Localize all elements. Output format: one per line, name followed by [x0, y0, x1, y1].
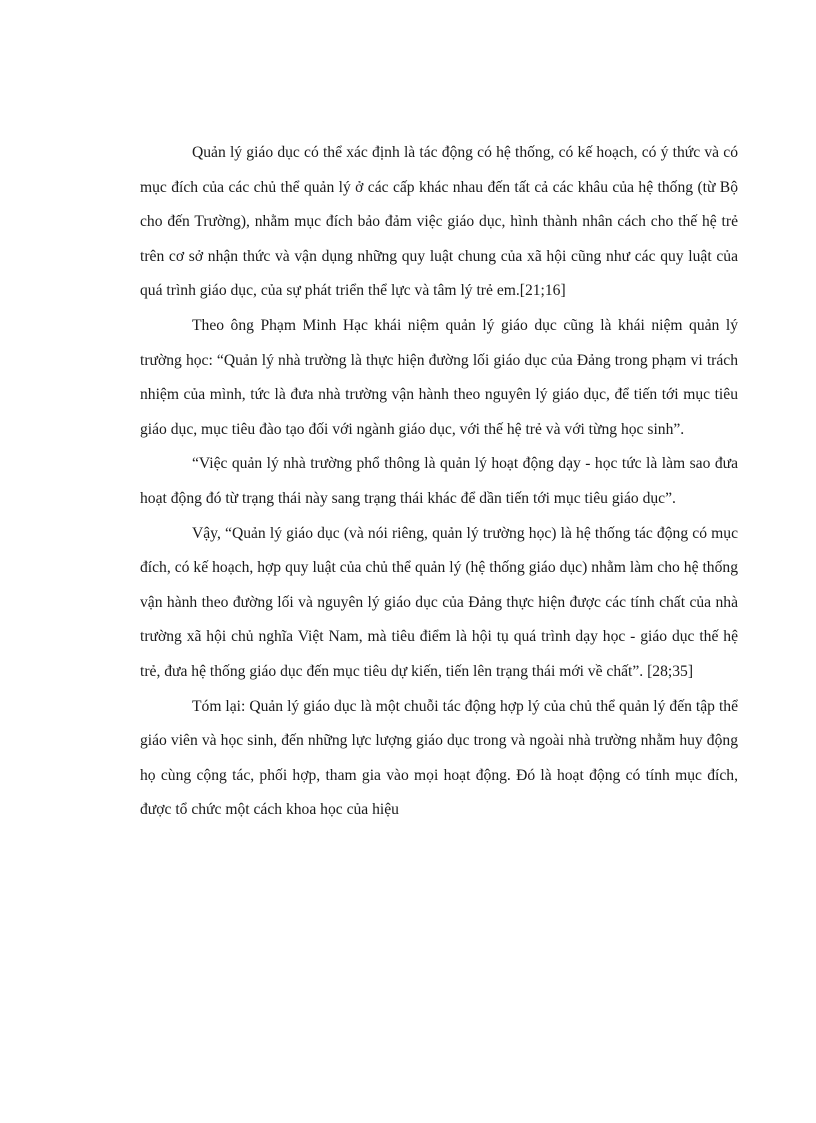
paragraph-quote-school-management: “Việc quản lý nhà trường phổ thông là quản lý hoạt động dạy - học tức là làm sao đưa hoạt động đó từ trạng thái này sang trạng thái khác để dần tiến tới mục tiêu giáo dục”.: [140, 455, 738, 507]
paragraph-pham-minh-hac: Theo ông Phạm Minh Hạc khái niệm quản lý giáo dục cũng là khái niệm quản lý trường học: “Quản lý nhà trường là thực hiện đường lối giáo dục của Đảng trong phạm vi trách nhiệm của mình, tức là đưa nhà trường vận hành theo nguyên lý giáo dục, để tiến tới mục tiêu giáo dục, mục tiêu đào tạo đối với ngành giáo dục, với thế hệ trẻ và với từng học sinh”.: [140, 316, 738, 438]
paragraph-definition: Quản lý giáo dục có thể xác định là tác động có hệ thống, có kế hoạch, có ý thức và có mục đích của các chủ thể quản lý ở các cấp khác nhau đến tất cả các khâu của hệ thống (từ Bộ cho đến Trường), nhằm mục đích bảo đảm việc giáo dục, hình thành nhân cách cho thế hệ trẻ trên cơ sở nhận thức và vận dụng những quy luật chung của xã hội cũng như các quy luật của quá trình giáo dục, của sự phát triển thể lực và tâm lý trẻ em.[21;16]: [140, 144, 738, 300]
paragraph-conclusion: Tóm lại: Quản lý giáo dục là một chuỗi tác động hợp lý của chủ thể quản lý đến tập thể giáo viên và học sinh, đến những lực lượng giáo dục trong và ngoài nhà trường nhằm huy động họ cùng cộng tác, phối hợp, tham gia vào mọi hoạt động. Đó là hoạt động có tính mục đích, được tổ chức một cách khoa học của hiệu: [140, 697, 738, 819]
document-body: [140, 136, 738, 828]
paragraph-summary-quote: Vậy, “Quản lý giáo dục (và nói riêng, quản lý trường học) là hệ thống tác động có mục đích, có kế hoạch, hợp quy luật của chủ thể quản lý (hệ thống giáo dục) nhằm làm cho hệ thống vận hành theo đường lối và nguyên lý giáo dục của Đảng thực hiện được các tính chất của nhà trường xã hội chủ nghĩa Việt Nam, mà tiêu điểm là hội tụ quá trình dạy học - giáo dục thế hệ trẻ, đưa hệ thống giáo dục đến mục tiêu dự kiến, tiến lên trạng thái mới về chất”. [28;35]: [140, 524, 738, 680]
